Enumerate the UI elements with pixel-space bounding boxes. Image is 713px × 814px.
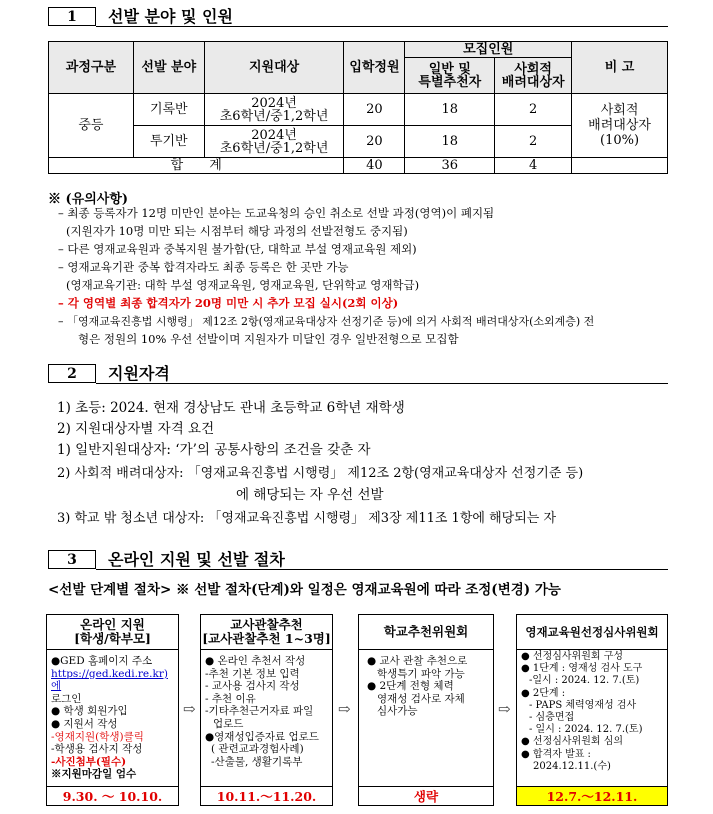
step-title bbox=[359, 615, 493, 650]
step-item: ● 1단계 : 영재성 검사 도구 bbox=[521, 663, 643, 675]
step-date: 9.30. ～ 10.10. bbox=[46, 786, 179, 806]
header-social: 사회적 배려대상자 bbox=[495, 58, 572, 94]
step-date: 생략 bbox=[358, 786, 494, 806]
selection-table bbox=[48, 41, 668, 174]
step-selection-committee bbox=[516, 614, 668, 806]
header-general: 일반 및 특별추천자 bbox=[405, 58, 495, 94]
header-course: 과정구분 bbox=[49, 42, 134, 94]
step-item: -산출물, 생활기록부 bbox=[211, 755, 303, 768]
step-item: 업로드 bbox=[213, 717, 244, 730]
step-title-line: 학교추천위원회 bbox=[383, 624, 469, 639]
general-cell: 18 bbox=[405, 94, 495, 126]
target-year: 2024년 bbox=[251, 95, 297, 111]
notes-title: ※ (유의사항) bbox=[48, 192, 129, 207]
target-cell bbox=[204, 94, 344, 126]
step-body bbox=[367, 655, 490, 718]
header-note: 비 고 bbox=[572, 42, 668, 94]
total-quota: 40 bbox=[344, 158, 405, 174]
step-item: 학생특기 파악 가능 bbox=[377, 667, 465, 680]
qual-line: 2) 지원대상자별 자격 요건 bbox=[57, 421, 215, 437]
step-item: -기타추천근거자료 파일 bbox=[205, 705, 314, 718]
ged-link[interactable]: https://ged.kedi.re.kr)에 bbox=[51, 667, 168, 693]
target-grade: 초6학년/중1,2학년 bbox=[219, 140, 329, 156]
step-online-apply bbox=[46, 614, 179, 806]
steps-subheader: <선발 단계별 절차> ※ 선발 절차(단계)와 일정은 영재교육원에 따라 조정(변경) 가능 bbox=[48, 582, 561, 598]
course-cell: 중등 bbox=[49, 94, 134, 158]
section-3-title: 온라인 지원 및 선발 절차 bbox=[108, 550, 285, 569]
section-1-title: 선발 분야 및 인원 bbox=[108, 7, 233, 26]
note-line: (지원자가 10명 미만 되는 시점부터 해당 과정의 선발전형도 중지됨) bbox=[66, 224, 408, 238]
step-item: ● 2단계 전형 체력 bbox=[367, 680, 454, 693]
step-item: ● 온라인 추천서 작성 bbox=[205, 655, 306, 667]
step-item: - PAPS 체력영재성 검사 bbox=[529, 699, 637, 711]
qual-line: 에 해당되는 자 우선 선발 bbox=[236, 487, 384, 503]
section-2-number: 2 bbox=[48, 364, 96, 383]
step-item: ● 학생 회원가입 bbox=[51, 705, 128, 718]
step-title-line: 온라인 지원 bbox=[80, 617, 145, 632]
step-date: 12.7.～12.11. bbox=[516, 786, 668, 806]
step-item: 로그인 bbox=[51, 692, 82, 705]
quota-cell: 20 bbox=[344, 94, 405, 126]
step-item: ● 교사 관찰 추천으로 bbox=[367, 655, 468, 667]
qual-line: 3) 학교 밖 청소년 대상자: 「영재교육진흥법 시행령」 제3장 제11조 1항에 해당되는 자 bbox=[57, 511, 557, 526]
step-title-line: 영재교육원선정심사위원회 bbox=[525, 625, 659, 639]
step-item: -사진첨부(필수) bbox=[51, 755, 127, 768]
step-item: ●GED 홈페이지 주소 bbox=[51, 655, 153, 667]
total-social: 4 bbox=[495, 158, 572, 174]
step-item: -학생용 검사지 작성 bbox=[51, 743, 143, 756]
note-line: – 다른 영재교육원과 중복지원 불가함(단, 대학교 부설 영재교육원 제외) bbox=[58, 242, 417, 256]
table-row bbox=[49, 94, 668, 126]
step-body bbox=[521, 651, 664, 773]
field-cell: 투기반 bbox=[133, 126, 204, 158]
section-2-header bbox=[48, 364, 170, 383]
step-title-line: 교사관찰추천 bbox=[230, 617, 303, 632]
step-item: - 심층면접 bbox=[529, 712, 575, 724]
step-item: 심사가능 bbox=[377, 705, 418, 718]
step-item: ● 선정심사위원회 구성 bbox=[521, 651, 624, 662]
header-target: 지원대상 bbox=[204, 42, 344, 94]
step-title-sub: [학생/학부모] bbox=[74, 631, 151, 646]
step-title bbox=[201, 615, 332, 650]
step-item: - 추천 이유 bbox=[205, 692, 256, 705]
section-2-underline bbox=[96, 383, 668, 384]
step-item: -일시 : 2024. 12. 7.(토) bbox=[529, 675, 640, 687]
step-title-sub: [교사관찰추천 1~3명] bbox=[202, 631, 331, 646]
section-3-number: 3 bbox=[48, 550, 96, 569]
qual-line: 1) 초등: 2024. 현재 경상남도 관내 초등학교 6학년 재학생 bbox=[57, 400, 405, 416]
general-cell: 18 bbox=[405, 126, 495, 158]
social-cell: 2 bbox=[495, 126, 572, 158]
step-title bbox=[517, 615, 667, 650]
note-line: (영재교육기관: 대학 부설 영재교육원, 영재교육원, 단위학교 영재학급) bbox=[66, 278, 420, 292]
step-body bbox=[51, 655, 175, 781]
step-teacher-recommend bbox=[200, 614, 333, 806]
note-line: – 최종 등록자가 12명 미만인 분야는 도교육청의 승인 취소로 선발 과정(영역)이 폐지됨 bbox=[58, 206, 495, 220]
note-line: – 「영재교육진흥법 시행령」 제12조 2항(영재교육대상자 선정기준 등)에 의거 사회적 배려대상자(소외계층) 전 bbox=[58, 315, 595, 328]
step-item: ● 선정심사위원회 심의 bbox=[521, 736, 624, 748]
qual-line: 2) 사회적 배려대상자: 「영재교육진흥법 시행령」 제12조 2항(영재교육대상자 선정기준 등) bbox=[57, 466, 584, 481]
header-recruit: 모집인원 bbox=[405, 42, 572, 58]
step-item: 2024.12.11.(수) bbox=[533, 760, 611, 772]
step-item: 영재성 검사로 자체 bbox=[377, 692, 465, 705]
step-item: -영재지원(학생)클릭 bbox=[51, 730, 144, 743]
total-general: 36 bbox=[405, 158, 495, 174]
section-1-header bbox=[48, 7, 233, 26]
step-item: ● 2단계 : bbox=[521, 687, 566, 699]
step-item: ( 관련교과경험사례) bbox=[211, 743, 304, 756]
step-item: ● 지원서 작성 bbox=[51, 717, 118, 730]
section-3-underline bbox=[96, 569, 668, 570]
total-row bbox=[49, 158, 668, 174]
step-item: ●영재성입증자료 업로드 bbox=[205, 730, 319, 743]
arrow-icon: ⇨ bbox=[338, 700, 351, 718]
step-item: ※지원마감일 엄수 bbox=[51, 768, 137, 781]
step-item: - 교사용 검사지 작성 bbox=[205, 680, 300, 693]
field-cell: 기록반 bbox=[133, 94, 204, 126]
note-line: 형은 정원의 10% 우선 선발이며 지원자가 미달인 경우 일반전형으로 모집함 bbox=[78, 332, 459, 346]
step-date: 10.11.～11.20. bbox=[200, 786, 333, 806]
step-school-committee bbox=[358, 614, 494, 806]
header-field: 선발 분야 bbox=[133, 42, 204, 94]
step-item: -추천 기본 정보 입력 bbox=[205, 667, 300, 680]
total-label: 합 계 bbox=[49, 158, 344, 174]
section-1-underline bbox=[96, 26, 668, 27]
social-cell: 2 bbox=[495, 94, 572, 126]
step-item: - 일시 : 2024. 12. 7.(토) bbox=[529, 724, 643, 736]
section-1-number: 1 bbox=[48, 7, 96, 26]
target-year: 2024년 bbox=[251, 127, 297, 143]
target-grade: 초6학년/중1,2학년 bbox=[219, 108, 329, 124]
target-cell bbox=[204, 126, 344, 158]
note-line: – 영재교육기관 중복 합격자라도 최종 등록은 한 곳만 가능 bbox=[58, 260, 349, 274]
step-body bbox=[205, 655, 329, 768]
qual-line: 1) 일반지원대상자: ‘가’의 공통사항의 조건을 갖춘 자 bbox=[57, 442, 371, 458]
arrow-icon: ⇨ bbox=[183, 700, 196, 718]
header-quota: 입학정원 bbox=[344, 42, 405, 94]
note-cell: 사회적 배려대상자 (10%) bbox=[572, 94, 668, 158]
step-item: ● 합격자 발표 : bbox=[521, 748, 591, 760]
quota-cell: 20 bbox=[344, 126, 405, 158]
total-note bbox=[572, 158, 668, 174]
section-3-header bbox=[48, 550, 285, 569]
arrow-icon: ⇨ bbox=[498, 700, 511, 718]
step-title bbox=[47, 615, 178, 650]
note-line-highlight: – 각 영역별 최종 합격자가 20명 미만 시 추가 모집 실시(2회 이상) bbox=[58, 296, 399, 310]
section-2-title: 지원자격 bbox=[108, 364, 170, 383]
